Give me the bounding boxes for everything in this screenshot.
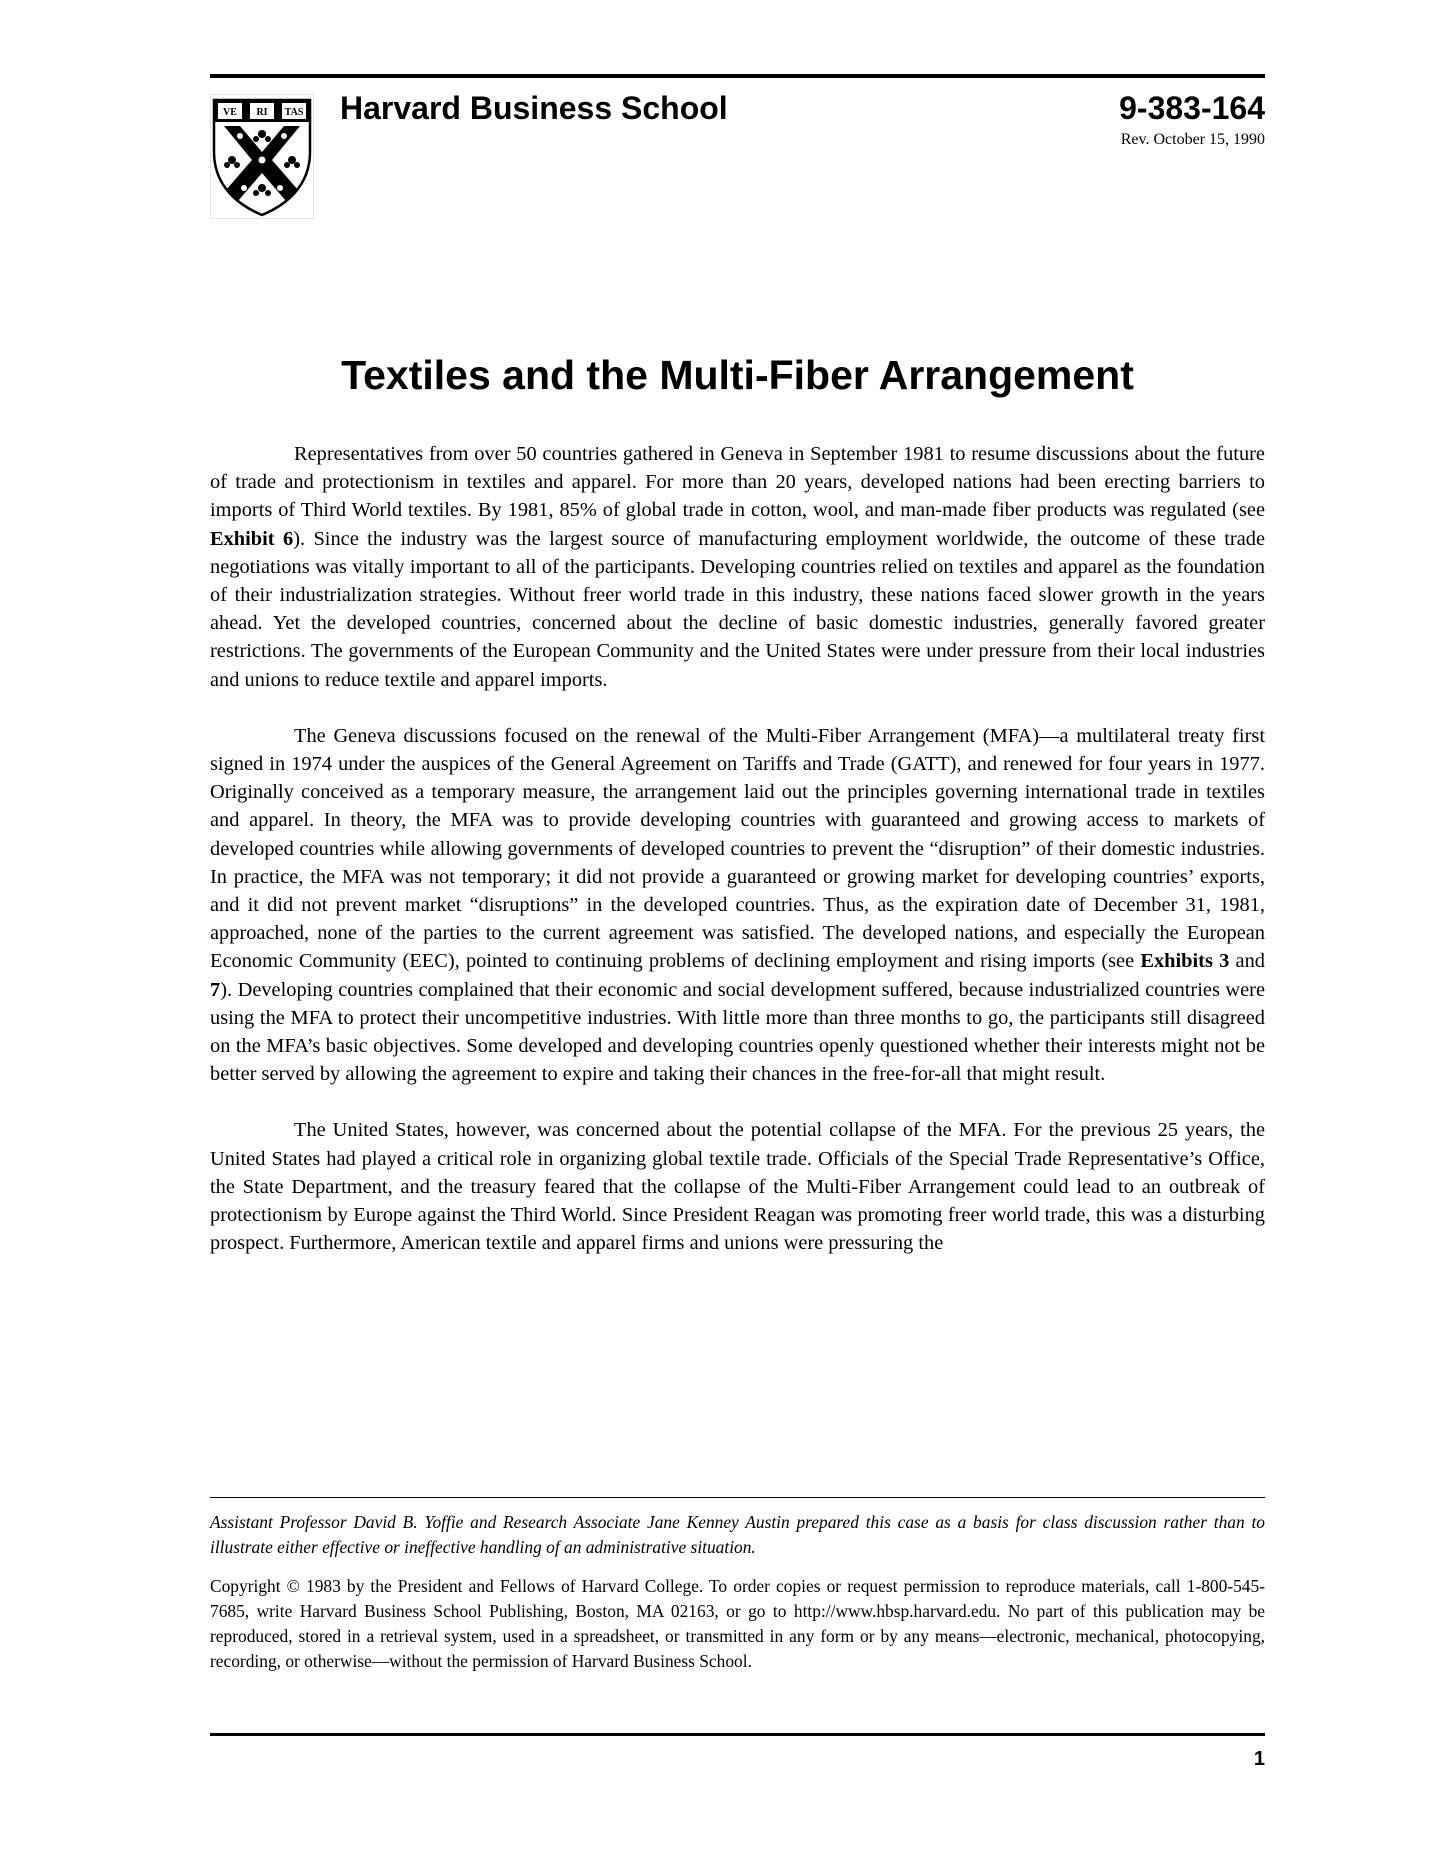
paragraph-1 bbox=[210, 440, 1265, 694]
motto-book-2: RI bbox=[256, 107, 268, 118]
motto-book-1: VE bbox=[223, 107, 237, 118]
document-title: Textiles and the Multi-Fiber Arrangement bbox=[341, 352, 1134, 398]
page-number: 1 bbox=[1253, 1748, 1265, 1770]
revision-date: Rev. October 15, 1990 bbox=[1120, 131, 1265, 148]
paragraph-2 bbox=[210, 722, 1265, 1089]
exhibit-7-reference: 7 bbox=[210, 978, 221, 1001]
body-text bbox=[210, 440, 1265, 1285]
exhibit-6-reference: Exhibit 6 bbox=[210, 527, 294, 550]
paragraph-2-text-b: and bbox=[1229, 950, 1265, 973]
exhibits-3-reference: Exhibits 3 bbox=[1140, 950, 1230, 973]
paragraph-1-text-a: Representatives from over 50 countries gathered in Geneva in September 1981 to resume discussions about the future of trade and protectionism in textiles and apparel. For more than 20 years, developed nations had been erecting barriers to imports of Third World textiles. By 1981, 85% of global trade in cotton, wool, and man-made fiber products was regulated (see bbox=[210, 443, 1265, 522]
school-name: Harvard Business School bbox=[340, 90, 728, 126]
harvard-shield-icon bbox=[210, 94, 314, 219]
header-rule bbox=[210, 74, 1265, 78]
footnote-rule bbox=[210, 1497, 1265, 1498]
paragraph-2-text-a: The Geneva discussions focused on the renewal of the Multi-Fiber Arrangement (MFA)—a multilateral treaty first signed in 1974 under the auspices of the General Agreement on Tariffs and Trade (GATT), and renewed for four years in 1977. Originally conceived as a temporary measure, the arrangement laid out the principles governing international trade in textiles and apparel. In theory, the MFA was to provide developing countries with guaranteed and growing access to markets of developed countries while allowing governments of developed countries to prevent the “disruption” of their domestic industries. In practice, the MFA was not temporary; it did not provide a guaranteed or growing market for developing countries’ exports, and it did not prevent market “disruptions” in the developed countries. Thus, as the expiration date of December 31, 1981, approached, none of the parties to the current agreement was satisfied. The developed nations, and especially the European Economic Community (EEC), pointed to continuing problems of declining employment and rising imports (see bbox=[210, 724, 1265, 973]
paragraph-1-text-b: ). Since the industry was the largest source of manufacturing employment worldwide, the outcome of these trade negotiations was vitally important to all of the participants. Developing countries relied on textiles and apparel as the foundation of their industrialization strategies. Without freer world trade in this industry, these nations faced slower growth in the years ahead. Yet the developed countries, concerned about the decline of basic domestic industries, generally favored greater restrictions. The governments of the European Community and the United States were under pressure from their local industries and unions to reduce textile and apparel imports. bbox=[210, 527, 1266, 691]
author-note: Assistant Professor David B. Yoffie and Research Associate Jane Kenney Austin prepared this case as a basis for class discussion rather than to illustrate either effective or ineffective handling of an administrative situation. bbox=[210, 1512, 1265, 1557]
motto-book-3: TAS bbox=[284, 107, 304, 118]
paragraph-3: The United States, however, was concerned about the potential collapse of the MFA. For the previous 25 years, the United States had played a critical role in organizing global textile trade. Officials of the Special Trade Representative’s Office, the State Department, and the treasury feared that the collapse of the Multi-Fiber Arrangement could lead to an outbreak of protectionism by Europe against the Third World. Since President Reagan was promoting freer world trade, this was a disturbing prospect. Furthermore, American textile and apparel firms and unions were pressuring the bbox=[210, 1119, 1265, 1255]
footer-rule bbox=[210, 1733, 1265, 1736]
copyright-notice: Copyright © 1983 by the President and Fellows of Harvard College. To order copies or request permission to reproduce materials, call 1-800-545-7685, write Harvard Business School Publishing, Boston, MA 02163, or go to http://www.hbsp.harvard.edu. No part of this publication may be reproduced, stored in a retrieval system, used in a spreadsheet, or transmitted in any form or by any means—electronic, mechanical, photocopying, recording, or otherwise—without the permission of Harvard Business School. bbox=[210, 1576, 1265, 1671]
case-number: 9-383-164 bbox=[1119, 90, 1265, 126]
paragraph-2-text-c: ). Developing countries complained that their economic and social development suffered, because industrialized countries were using the MFA to protect their uncompetitive industries. With little more than three months to go, the participants still disagreed on the MFA’s basic objectives. Some developed and developing countries openly questioned whether their interests might not be better served by allowing the agreement to expire and taking their chances in the free-for-all that might result. bbox=[210, 978, 1265, 1086]
